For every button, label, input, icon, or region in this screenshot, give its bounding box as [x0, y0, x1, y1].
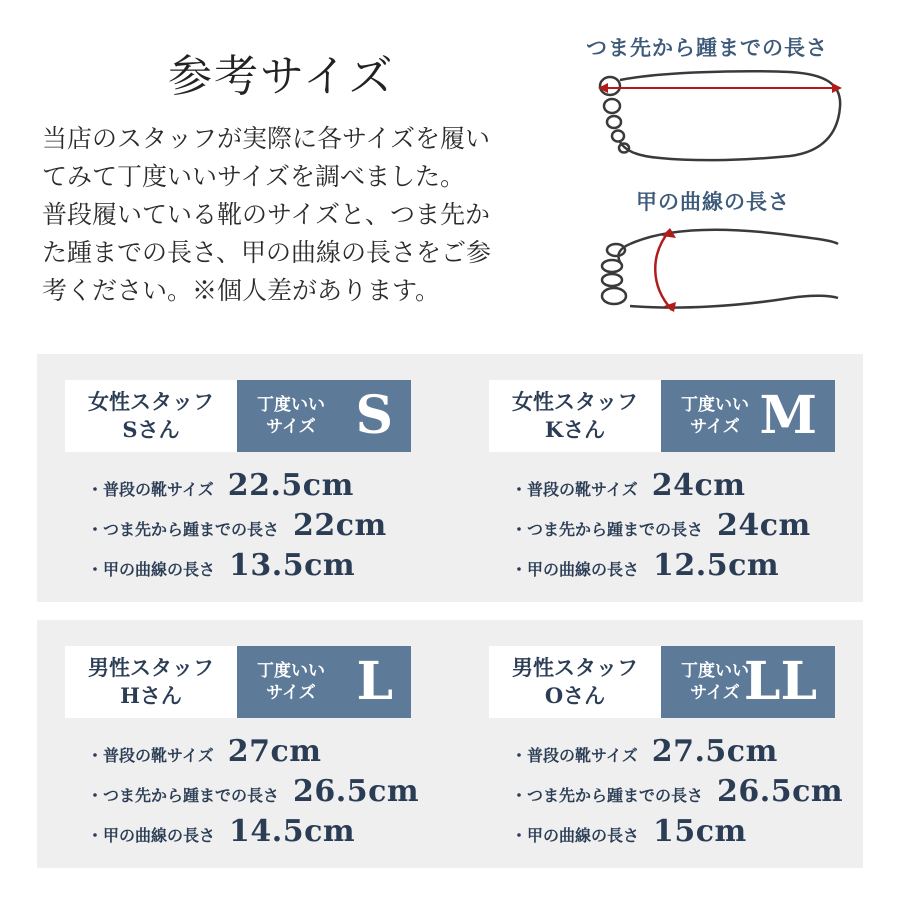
staff-role: 女性スタッフ — [88, 389, 214, 414]
foot-length-label: ・つま先から踵までの長さ — [87, 786, 280, 805]
foot-top-diagram — [590, 214, 850, 324]
staff-role: 男性スタッフ — [88, 655, 214, 680]
foot-length-value: 26.5cm — [717, 774, 844, 809]
foot-length-row — [87, 508, 387, 548]
shoe-size-label: ・普段の靴サイズ — [511, 746, 638, 765]
foot-length-row — [87, 774, 419, 814]
staff-box — [65, 646, 237, 718]
curve-diagram-label: 甲の曲線の長さ — [636, 189, 790, 214]
measurement-list — [511, 468, 811, 588]
size-card-l — [37, 620, 463, 868]
size-caption: 丁度いい サイズ — [257, 661, 325, 703]
foot-length-value: 26.5cm — [293, 774, 420, 809]
instep-curve-label: ・甲の曲線の長さ — [87, 826, 216, 845]
size-card-m — [461, 354, 863, 602]
measurement-list — [511, 734, 843, 854]
foot-length-label: ・つま先から踵までの長さ — [87, 520, 280, 539]
staff-name: Kさん — [544, 417, 606, 442]
shoe-size-row — [511, 468, 811, 508]
shoe-size-label: ・普段の靴サイズ — [87, 480, 214, 499]
shoe-size-value: 24cm — [651, 468, 746, 503]
instep-curve-row — [511, 548, 811, 588]
size-badge — [237, 646, 411, 718]
page-title: 参考サイズ — [168, 51, 395, 102]
instep-curve-label: ・甲の曲線の長さ — [511, 560, 640, 579]
staff-role: 男性スタッフ — [512, 655, 638, 680]
foot-length-row — [511, 508, 811, 548]
shoe-size-row — [87, 468, 387, 508]
shoe-size-value: 27.5cm — [651, 734, 778, 769]
foot-sole-diagram — [590, 62, 850, 172]
foot-length-label: ・つま先から踵までの長さ — [511, 520, 704, 539]
instep-curve-value: 14.5cm — [229, 814, 356, 849]
length-diagram-label: つま先から踵までの長さ — [586, 35, 828, 60]
instep-curve-value: 13.5cm — [229, 548, 356, 583]
description-text: 当店のスタッフが実際に各サイズを履い てみて丁度いいサイズを調べました。 普段履いている靴のサイズと、つま先か た踵までの長さ、甲の曲線の長さをご参 考ください。※個人差があります。 — [42, 124, 492, 305]
staff-name: Hさん — [120, 683, 182, 708]
staff-role: 女性スタッフ — [512, 389, 638, 414]
staff-box — [489, 380, 661, 452]
shoe-size-row — [511, 734, 843, 774]
size-letter: L — [356, 651, 393, 712]
foot-length-label: ・つま先から踵までの長さ — [511, 786, 704, 805]
size-caption: 丁度いい サイズ — [257, 395, 325, 437]
shoe-size-label: ・普段の靴サイズ — [87, 746, 214, 765]
instep-curve-value: 12.5cm — [653, 548, 780, 583]
staff-box — [65, 380, 237, 452]
foot-length-value: 24cm — [717, 508, 811, 543]
instep-curve-label: ・甲の曲線の長さ — [511, 826, 640, 845]
staff-name: Sさん — [122, 417, 180, 442]
measurement-list — [87, 468, 387, 588]
size-caption: 丁度いい サイズ — [681, 661, 749, 703]
size-caption: 丁度いい サイズ — [681, 395, 749, 437]
foot-length-row — [511, 774, 843, 814]
size-badge — [661, 380, 835, 452]
shoe-size-value: 27cm — [227, 734, 322, 769]
size-letter: M — [759, 385, 817, 446]
instep-curve-row — [87, 814, 419, 854]
shoe-size-label: ・普段の靴サイズ — [511, 480, 638, 499]
instep-curve-row — [511, 814, 843, 854]
staff-name: Oさん — [544, 683, 606, 708]
shoe-size-value: 22.5cm — [227, 468, 354, 503]
measurement-list — [87, 734, 419, 854]
size-card-s — [37, 354, 463, 602]
size-badge — [237, 380, 411, 452]
staff-box — [489, 646, 661, 718]
size-letter: S — [355, 385, 393, 446]
size-badge — [661, 646, 835, 718]
instep-curve-label: ・甲の曲線の長さ — [87, 560, 216, 579]
instep-curve-value: 15cm — [653, 814, 747, 849]
size-card-ll — [461, 620, 863, 868]
instep-curve-row — [87, 548, 387, 588]
shoe-size-row — [87, 734, 419, 774]
size-letter: LL — [743, 651, 817, 712]
foot-length-value: 22cm — [293, 508, 387, 543]
